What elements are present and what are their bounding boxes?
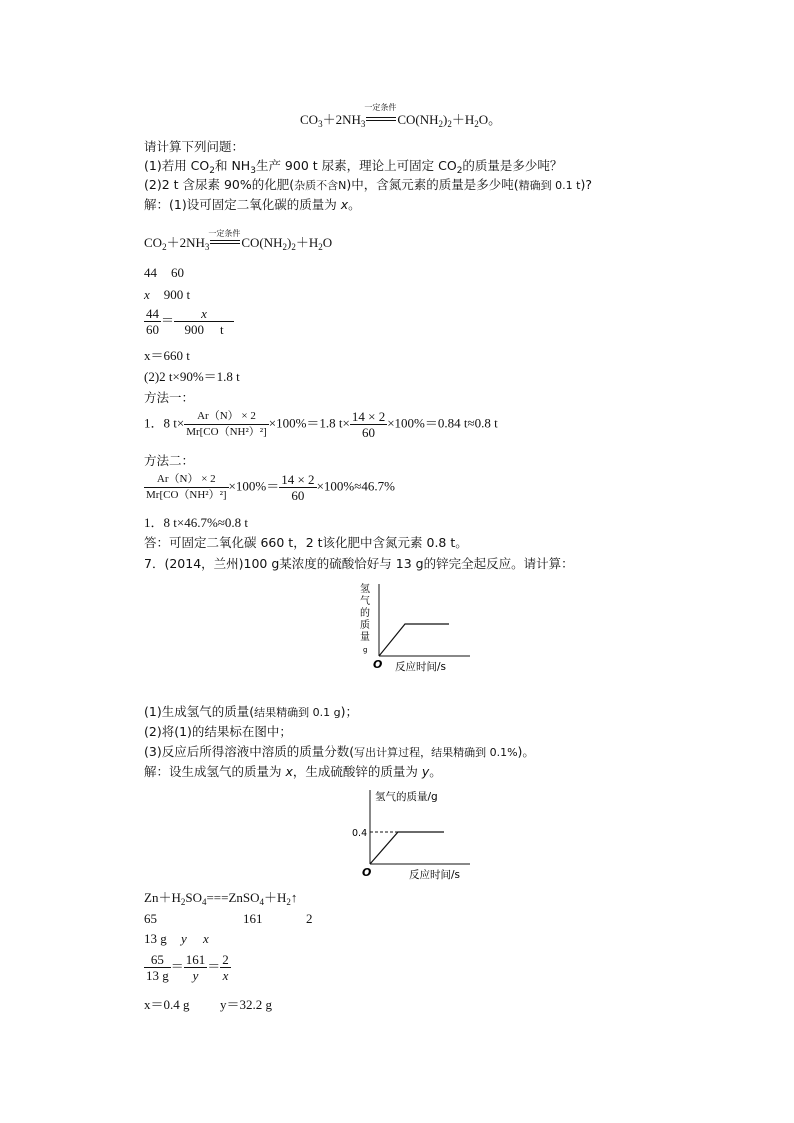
y-label-char: 氢 [360,584,370,595]
question-1: (1)若用 $CO_2$和 $NH_3$生产 900 t 尿素，理论上可固定 $CO_2$的质量是多少吨？ [144,158,563,176]
calc-2: (2)2 t×90%＝1.8 t [144,369,240,384]
equation-2: $CO_2+2NH_3$ 一定条件 $CO(NH_2)_2+H_2O$ [144,229,333,252]
intro-text: 请计算下列问题： [144,139,245,154]
solution-7-intro: 解：设生成氢气的质量为 x，生成硫酸锌的质量为 y。 [144,764,442,779]
question-7-2: (2)将(1)的结果标在图中； [144,724,292,739]
molar-mass-row: 44 60 [144,265,184,280]
mass-row-a: 65 [144,911,157,926]
var-row-c: x [203,931,209,946]
result-1: x＝660 t [144,348,190,363]
answer-1: 答：可固定二氧化碳 660 t，2 t该化肥中含氮元素 0.8 t。 [144,535,468,550]
graph-empty [355,580,475,675]
y-label-char: 质 [360,620,370,631]
solution-1-intro: 解：(1)设可固定二氧化碳的质量为 x。 [144,197,361,212]
equation-zinc-acid: $Zn+H_2SO_4===ZnSO_4+H_2↑$ [144,890,298,907]
proportion-3: $\frac{65}{13 g}$ ＝ $\frac{161}{y}$ ＝ $\frac{2}{x}$ [146,952,229,983]
curve [370,832,444,864]
origin-label: O [362,866,372,879]
x-label: 反应时间/s [409,869,461,881]
result-y: y＝32.2 g [220,997,273,1012]
result-x: x＝0.4 g [144,997,190,1012]
method-2-result: 1．8 t×46.7%≈0.8 t [144,515,249,530]
reaction-condition-arrow: 一定条件 [366,111,396,125]
unknown-row: x 900 t [144,287,191,302]
question-7-1: (1)生成氢气的质量(结果精确到 0.1 g)； [144,704,358,719]
question-2: (2)2 t 含尿素 90%的化肥(杂质不含N)中，含氮元素的质量是多少吨(精确到 0.1 t)? [144,177,592,192]
mass-row-c: 2 [306,911,313,926]
y-label-char: 量 [360,632,370,643]
var-row-a: 13 g [144,931,167,946]
y-label: 氢气的质量/g [375,791,438,803]
method-1-formula: 1．8 t× $\frac{Ar(N) \times 2}{\text{Mr[CO（NH²）²]}}$ ×100%＝1.8 t× $\frac{14 \times 2}{60}$ ×100%＝0.84 t≈0.8 t [144,409,498,440]
graph-answer [350,786,480,881]
method-1-label: 方法一： [144,390,195,405]
reaction-condition-arrow: 一定条件 [210,234,240,248]
mass-row-b: 161 [243,911,263,926]
y-unit: g [363,646,368,654]
x-label: 反应时间/s [395,661,447,673]
equation-urea-synthesis: $CO_3+2NH_3$ 一定条件 $CO(NH_2)_2+H_2O$。 [300,103,502,129]
y-label-char: 气 [360,596,370,607]
question-7-3: (3)反应后所得溶液中溶质的质量分数(写出计算过程，结果精确到 0.1%)。 [144,744,535,759]
y-tick-label: 0.4 [352,828,368,839]
question-7: 7．(2014，兰州)100 g某浓度的硫酸恰好与 13 g的锌完全起反应。请计算： [144,556,574,571]
proportion-1: $\frac{44}{60}$ ＝ $\frac{x}{900 t}$ [144,306,234,337]
curve [379,624,449,656]
method-2-label: 方法二： [144,453,195,468]
var-row-b: y [181,931,187,946]
y-label-char: 的 [360,608,370,619]
method-2-formula: $\frac{Ar(N) \times 2}{\text{Mr[CO（NH²）²]}}$ ×100%＝ $\frac{14 \times 2}{60}$ ×100%≈46.7% [146,472,395,503]
origin-label: O [373,658,383,671]
